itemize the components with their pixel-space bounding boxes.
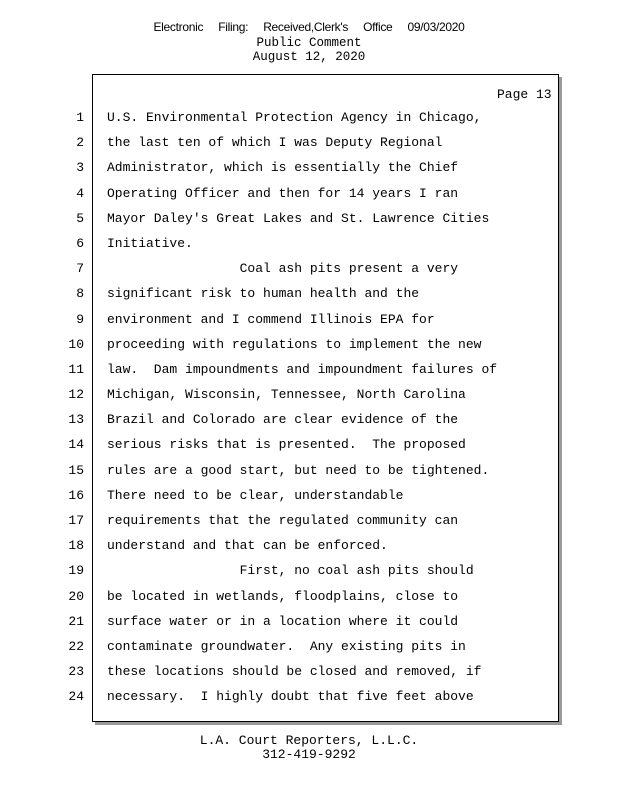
stamp-received-clerks: Received,Clerk's	[263, 20, 349, 34]
stamp-date: 09/03/2020	[407, 20, 465, 34]
document-date: August 12, 2020	[252, 50, 366, 64]
transcript-line: First, no coal ash pits should	[107, 563, 474, 579]
page-number: Page 13	[497, 87, 552, 102]
line-number: 23	[68, 664, 84, 680]
line-number: 9	[76, 311, 84, 327]
line-number: 14	[68, 437, 84, 453]
transcript-line: requirements that the regulated community can	[107, 513, 459, 528]
stamp-office: Office	[363, 20, 393, 34]
line-number: 20	[68, 588, 84, 604]
line-number: 19	[68, 563, 84, 579]
line-number: 8	[76, 286, 84, 302]
transcript-line: Operating Officer and then for 14 years I ran	[107, 185, 459, 201]
line-number: 13	[68, 412, 84, 428]
transcript-line: environment and I commend Illinois EPA for	[107, 311, 435, 327]
electronic-filing-stamp	[0, 20, 618, 34]
transcript-line: Brazil and Colorado are clear evidence of the	[107, 412, 459, 428]
transcript-line: surface water or in a location where it could	[107, 613, 459, 629]
line-number: 3	[76, 160, 84, 176]
transcript-line: U.S. Environmental Protection Agency in Chicago,	[107, 110, 482, 125]
transcript-line: proceeding with regulations to implement the new	[107, 336, 482, 352]
line-number: 21	[68, 613, 84, 629]
line-number: 2	[76, 135, 84, 151]
line-number: 1	[76, 110, 84, 125]
line-number: 7	[76, 261, 84, 277]
transcript-line: law. Dam impoundments and impoundment failures of	[107, 361, 498, 377]
footer-company: L.A. Court Reporters, L.L.C.	[199, 733, 419, 748]
stamp-electronic: Electronic	[153, 20, 204, 34]
transcript-line: Mayor Daley's Great Lakes and St. Lawrence Cities	[107, 210, 490, 226]
transcript-text	[107, 110, 547, 715]
line-number-column	[60, 110, 84, 715]
transcript-line: these locations should be closed and removed, if	[107, 664, 482, 680]
transcript-line: rules are a good start, but need to be tightened.	[107, 462, 490, 478]
transcript-line: serious risks that is presented. The proposed	[107, 437, 466, 453]
line-number: 15	[68, 462, 84, 478]
line-number: 10	[68, 336, 84, 352]
footer-phone: 312-419-9292	[262, 747, 356, 762]
transcript-line: the last ten of which I was Deputy Regional	[107, 135, 443, 151]
line-number: 5	[76, 210, 84, 226]
line-number: 17	[68, 513, 84, 528]
line-number: 24	[68, 689, 84, 705]
line-number: 18	[68, 538, 84, 554]
transcript-line: contaminate groundwater. Any existing pits in	[107, 638, 466, 654]
transcript-line: Administrator, which is essentially the Chief	[107, 160, 459, 176]
transcript-line: Coal ash pits present a very	[107, 261, 459, 277]
line-number: 6	[76, 235, 84, 251]
transcript-line: Michigan, Wisconsin, Tennessee, North Carolina	[107, 387, 466, 403]
line-number: 4	[76, 185, 84, 201]
transcript-line: understand and that can be enforced.	[107, 538, 388, 554]
line-number: 11	[68, 361, 84, 377]
line-number: 12	[68, 387, 84, 403]
transcript-line: significant risk to human health and the	[107, 286, 420, 302]
stamp-filing: Filing:	[218, 20, 249, 34]
transcript-line: Initiative.	[107, 235, 193, 251]
transcript-line: be located in wetlands, floodplains, close to	[107, 588, 459, 604]
document-title: Public Comment	[256, 36, 362, 50]
transcript-line: necessary. I highly doubt that five feet above	[107, 689, 474, 705]
line-number: 22	[68, 638, 84, 654]
line-number: 16	[68, 487, 84, 503]
transcript-line: There need to be clear, understandable	[107, 487, 404, 503]
